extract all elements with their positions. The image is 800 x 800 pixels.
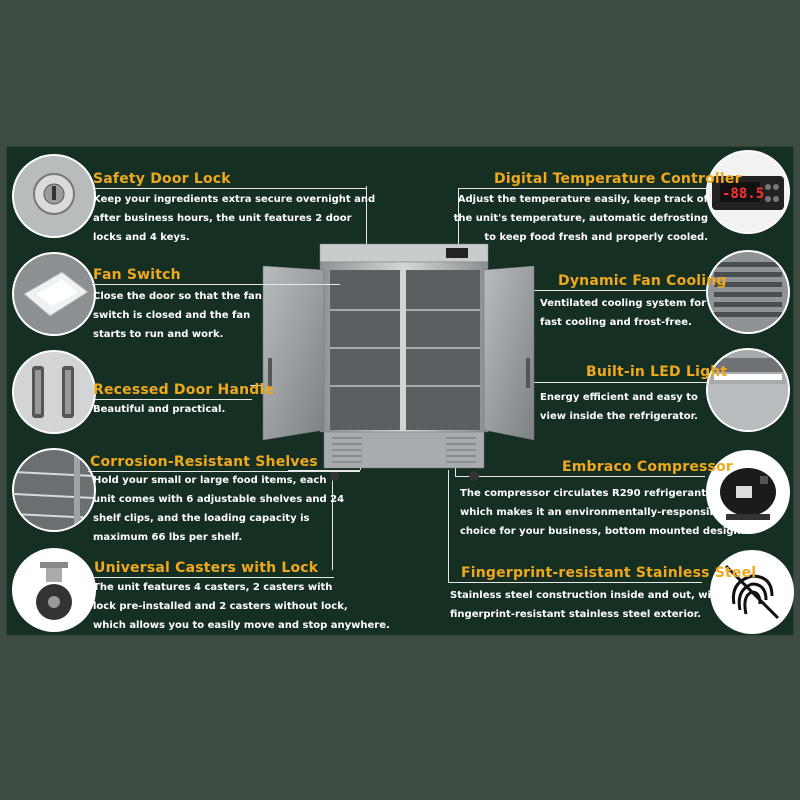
caster-photo <box>14 550 94 630</box>
digital-temperature-controller-title: Digital Temperature Controller <box>494 171 742 187</box>
fan-switch-photo <box>14 254 94 334</box>
embraco-compressor-title: Embraco Compressor <box>562 459 734 475</box>
builtin-led-light-title: Built-in LED Light <box>586 364 728 380</box>
title-underline <box>540 382 708 383</box>
led-light-photo <box>708 350 788 430</box>
title-underline <box>540 290 708 291</box>
universal-casters-desc: The unit features 4 casters, 2 casters with lock pre-installed and 2 casters without lock, which allows you to easily move and stop anywhere. <box>93 582 390 631</box>
connector-line <box>448 470 449 582</box>
refrigerator-image <box>258 240 538 485</box>
universal-casters-title: Universal Casters with Lock <box>94 560 319 576</box>
fingerprint-resistant-title: Fingerprint-resistant Stainless Steel <box>461 565 757 581</box>
fan-cooling-photo <box>708 252 788 332</box>
shelves-photo <box>14 450 94 530</box>
fan-switch-title: Fan Switch <box>93 267 181 283</box>
recessed-door-handle-desc: Beautiful and practical. <box>93 404 226 415</box>
corrosion-resistant-shelves-desc: Hold your small or large food items, each unit comes with 6 adjustable shelves and 24 shelf clips, and the loading capacity is maximum 66 lbs per shelf. <box>93 475 345 543</box>
temperature-controller-photo <box>708 152 788 232</box>
builtin-led-light-desc: Energy efficient and easy to view inside the refrigerator. <box>540 392 698 422</box>
fan-switch-desc: Close the door so that the fan switch is closed and the fan starts to run and work. <box>93 291 262 340</box>
dynamic-fan-cooling-title: Dynamic Fan Cooling <box>558 273 727 289</box>
door-handle-photo <box>14 352 94 432</box>
connector-line <box>448 582 702 583</box>
temperature-display: -88.5 <box>722 186 765 202</box>
fingerprint-resistant-desc: Stainless steel construction inside and out, with fingerprint-resistant stainless steel exterior. <box>450 590 723 620</box>
door-lock-photo <box>14 156 94 236</box>
corrosion-resistant-shelves-title: Corrosion-Resistant Shelves <box>90 454 318 470</box>
title-underline <box>92 284 340 285</box>
safety-door-lock-desc: Keep your ingredients extra secure overnight and after business hours, the unit features 2 door locks and 4 keys. <box>93 194 376 243</box>
recessed-door-handle-title: Recessed Door Handle <box>93 382 275 398</box>
fingerprint-icon <box>712 552 792 632</box>
title-underline <box>92 188 367 189</box>
title-underline <box>458 188 708 189</box>
digital-temperature-controller-desc: Adjust the temperature easily, keep track of the unit's temperature, automatic defrosting to keep food fresh and properly cooled. <box>453 194 708 243</box>
safety-door-lock-title: Safety Door Lock <box>93 171 231 187</box>
dynamic-fan-cooling-desc: Ventilated cooling system for fast cooling and frost-free. <box>540 298 707 328</box>
embraco-compressor-desc: The compressor circulates R290 refrigerant, which makes it an environmentally-responsible choice for your business, bottom mounted design. <box>460 488 745 537</box>
